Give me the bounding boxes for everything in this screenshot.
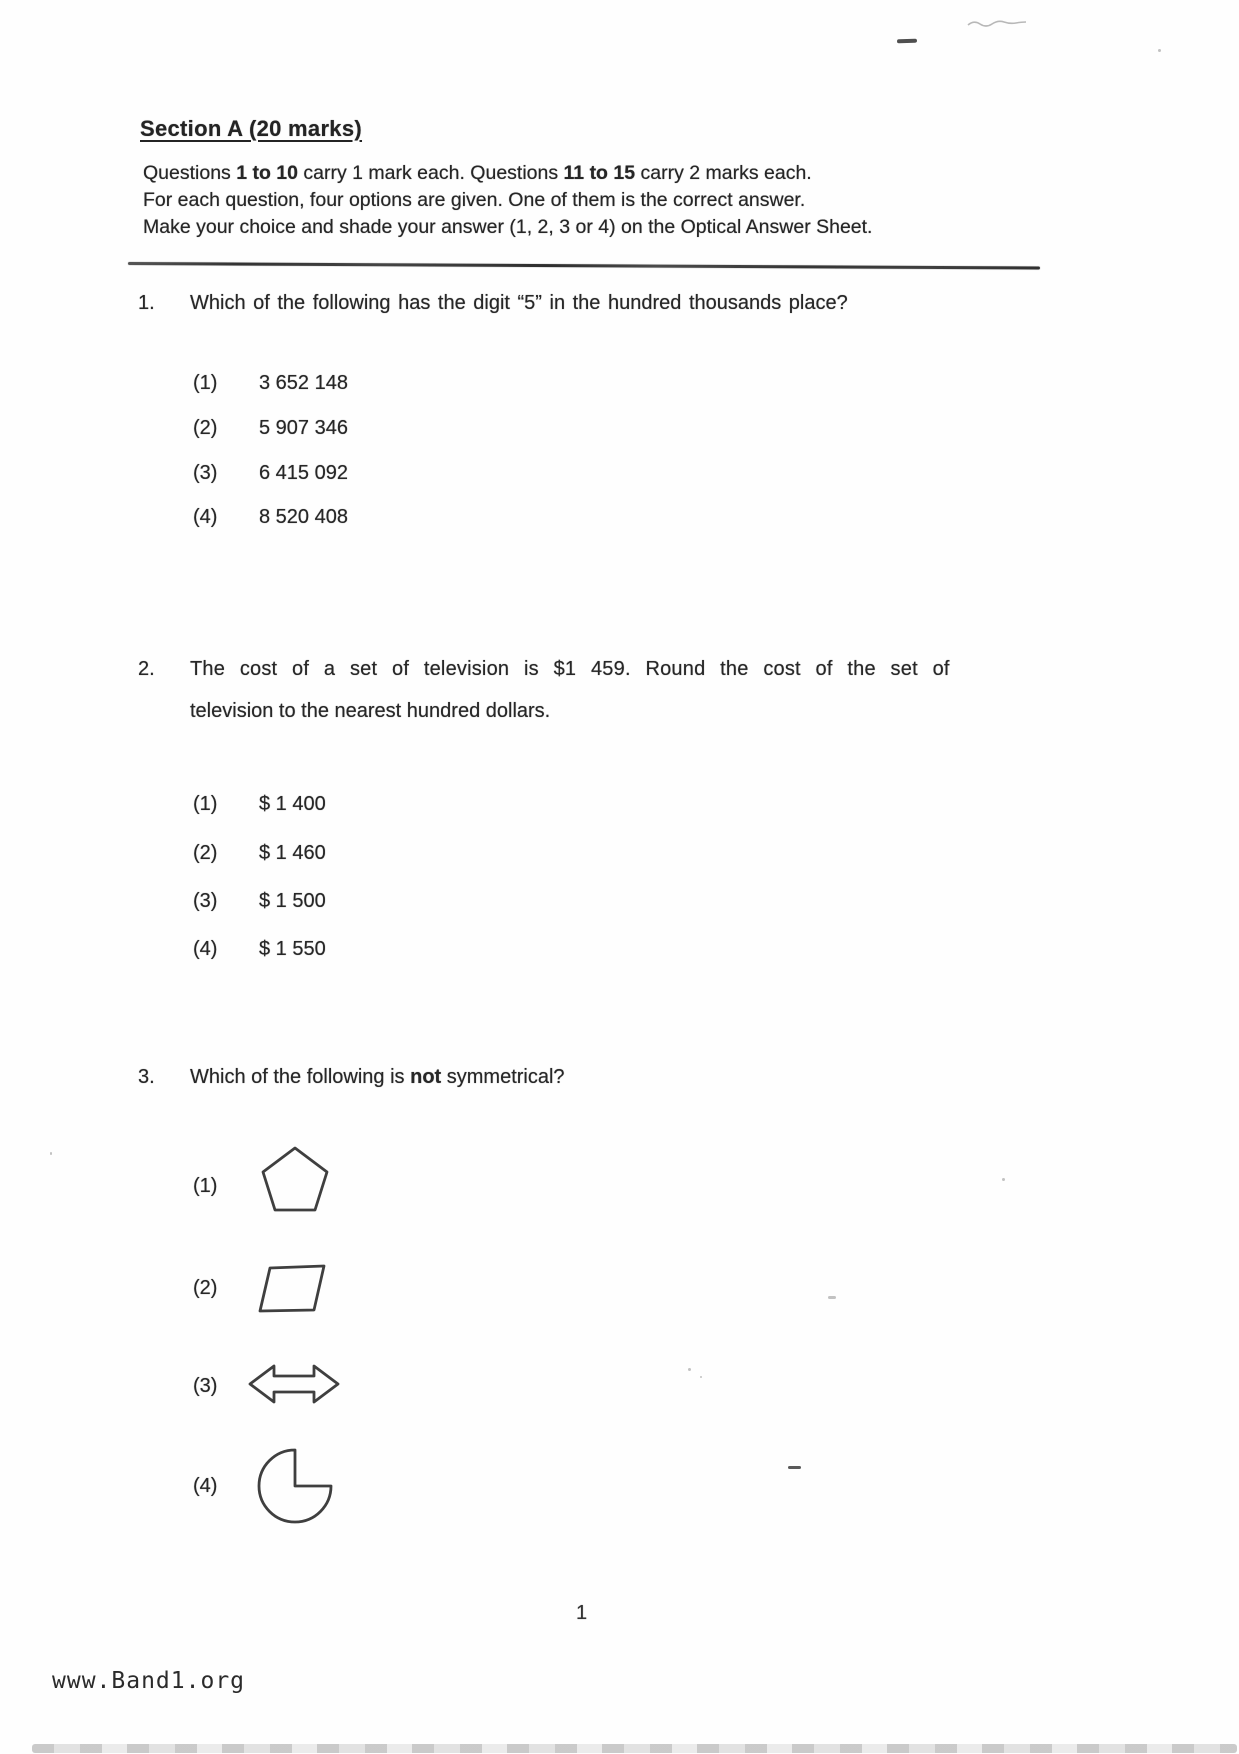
instructions-line-2: For each question, four options are given. One of them is the correct answer. <box>143 189 806 211</box>
option-label: (3) <box>193 1375 218 1397</box>
question-2-number: 2. <box>138 658 155 680</box>
question-3-text-pre: Which of the following is <box>190 1066 411 1088</box>
question-2-option-row <box>193 938 326 961</box>
instruction-text: Questions <box>143 162 237 184</box>
question-3-text-post: symmetrical? <box>441 1066 565 1088</box>
section-title: Section A (20 marks) <box>140 116 363 141</box>
parallelogram-icon <box>258 1264 328 1314</box>
question-2-text-line-1: The cost of a set of television is $1 459. Round the cost of the set of <box>190 658 950 680</box>
option-label: (4) <box>193 506 218 528</box>
question-3-text <box>190 1066 565 1089</box>
option-label: (3) <box>193 890 218 912</box>
instructions-line-3: Make your choice and shade your answer (1, 2, 3 or 4) on the Optical Answer Sheet. <box>143 216 873 238</box>
option-label: (3) <box>193 462 218 484</box>
option-label: (2) <box>193 842 218 864</box>
option-label: (4) <box>193 1475 218 1497</box>
option-label: (1) <box>193 1175 218 1197</box>
scan-squiggle-artifact <box>966 16 1030 32</box>
question-1-option-row <box>193 372 348 395</box>
question-1-option-row <box>193 506 348 529</box>
page-number: 1 <box>576 1602 588 1624</box>
instructions-block <box>143 160 872 241</box>
option-label: (1) <box>193 372 218 394</box>
scan-artifact-dot <box>1002 1178 1005 1181</box>
option-value: $ 1 400 <box>259 793 326 815</box>
scan-artifact-dot <box>688 1368 691 1371</box>
scan-artifact-dash <box>897 39 917 43</box>
option-value: 3 652 148 <box>259 372 348 394</box>
instruction-text-bold: 11 to 15 <box>563 162 636 184</box>
option-label: (2) <box>193 1277 218 1299</box>
scan-artifact-dash <box>788 1466 801 1469</box>
scan-artifact-smudge <box>828 1296 836 1299</box>
question-1-option-row <box>193 417 348 440</box>
section-divider-rule <box>128 262 1040 269</box>
option-value: 8 520 408 <box>259 506 348 528</box>
instruction-text-bold: 1 to 10 <box>236 162 298 184</box>
scan-artifact-dot <box>700 1376 702 1378</box>
question-3-number: 3. <box>138 1066 155 1088</box>
option-label: (2) <box>193 417 218 439</box>
option-label: (1) <box>193 793 218 815</box>
question-1-text: Which of the following has the digit “5” in the hundred thousands place? <box>190 292 848 314</box>
question-2-text-line-2: television to the nearest hundred dollars. <box>190 700 551 722</box>
scanner-edge-bar <box>32 1744 1237 1753</box>
question-1-number: 1. <box>138 292 155 314</box>
option-value: $ 1 550 <box>259 938 326 960</box>
watermark-url: www.Band1.org <box>52 1668 246 1694</box>
scan-artifact-dot <box>50 1152 52 1155</box>
option-value: 6 415 092 <box>259 462 348 484</box>
pentagon-icon <box>260 1146 330 1216</box>
option-value: $ 1 500 <box>259 890 326 912</box>
question-2-option-row <box>193 842 326 865</box>
option-value: 5 907 346 <box>259 417 348 439</box>
scan-artifact-dot <box>1158 49 1161 52</box>
question-1-option-row <box>193 462 348 485</box>
question-2-option-row <box>193 890 326 913</box>
question-3-text-bold: not <box>410 1066 442 1088</box>
question-2-option-row <box>193 793 326 816</box>
instructions-line-1 <box>143 160 872 187</box>
three-quarter-circle-icon <box>256 1447 334 1525</box>
instruction-text: carry 1 mark each. Questions <box>298 162 564 184</box>
option-value: $ 1 460 <box>259 842 326 864</box>
option-label: (4) <box>193 938 218 960</box>
double-arrow-icon <box>248 1360 340 1408</box>
instruction-text: carry 2 marks each. <box>635 162 812 184</box>
